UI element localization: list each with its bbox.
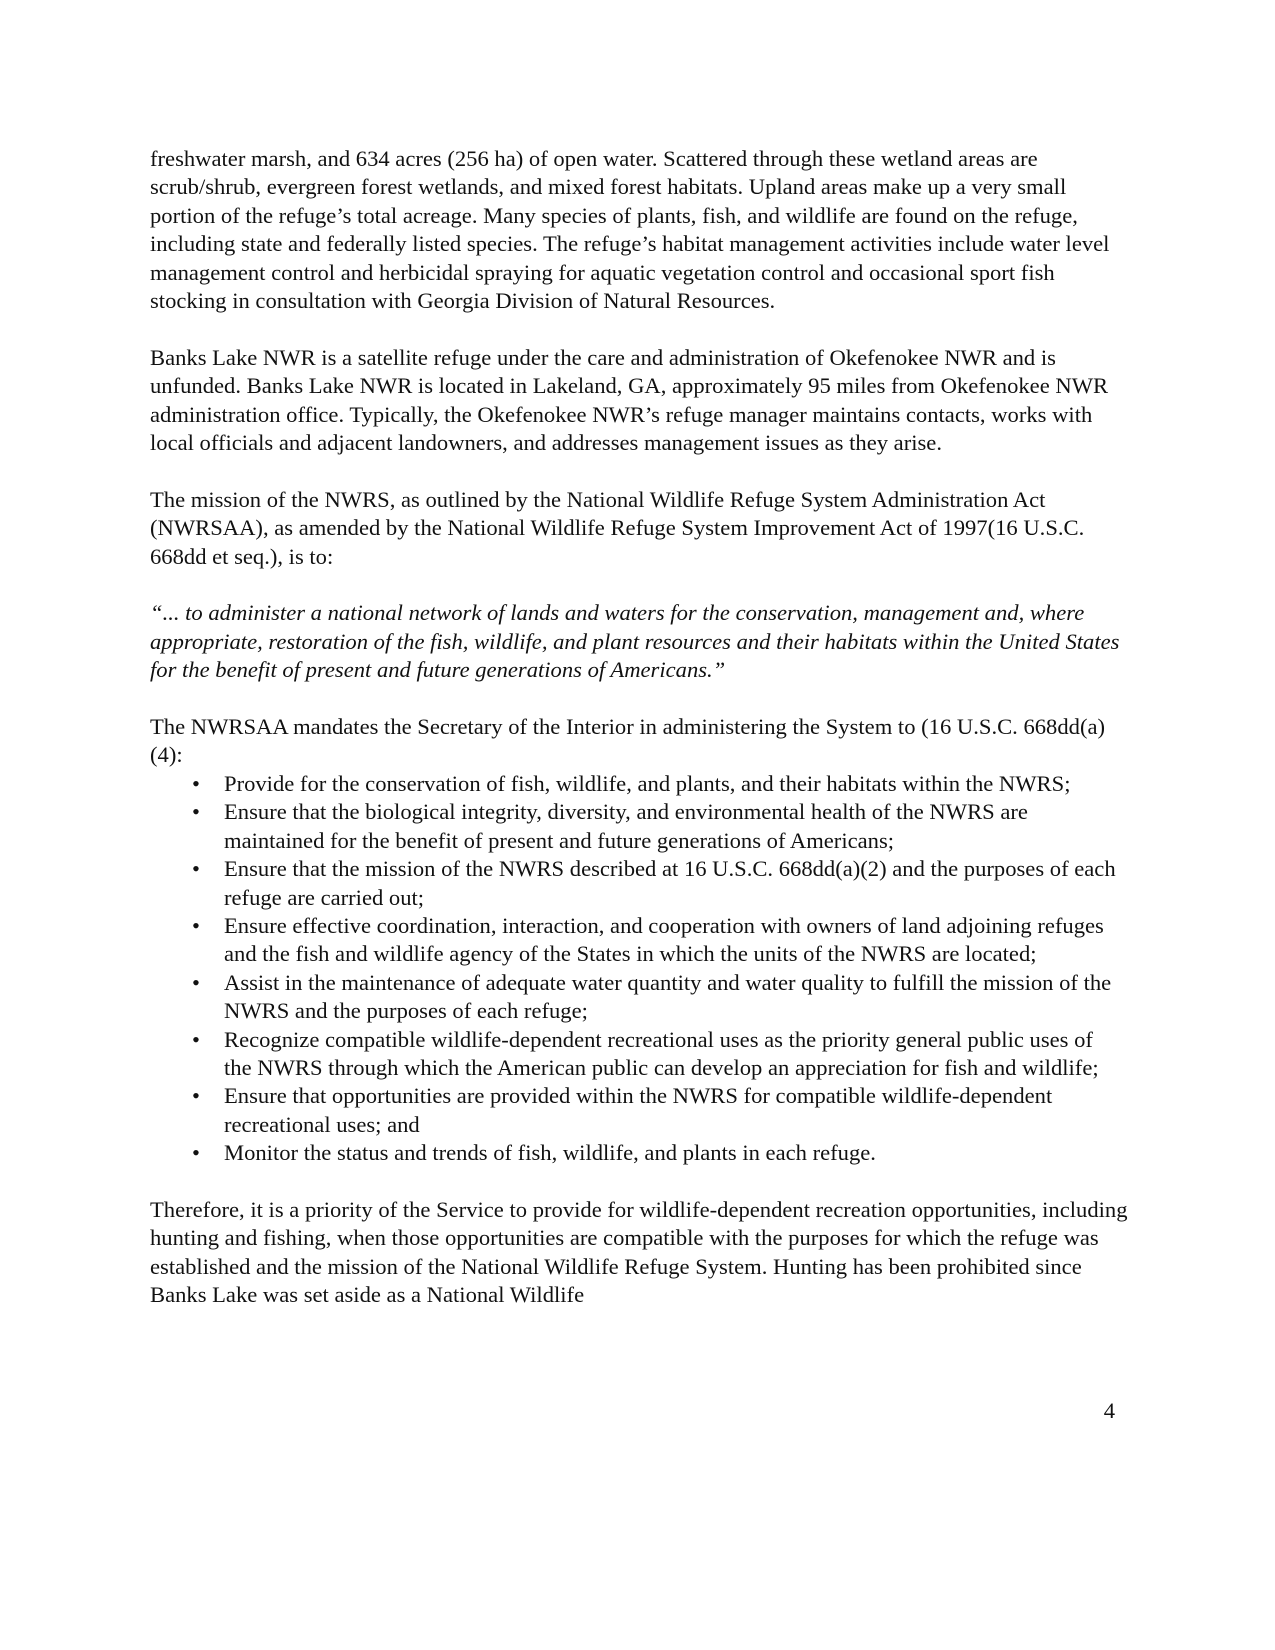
list-item — [150, 855, 1130, 912]
bullet-icon: • — [192, 799, 200, 825]
list-item — [150, 770, 1130, 798]
list-item-text: Ensure that the mission of the NWRS described at 16 U.S.C. 668dd(a)(2) and the purposes of each refuge are carried out; — [224, 856, 1116, 910]
list-item-text: Provide for the conservation of fish, wildlife, and plants, and their habitats within the NWRS; — [224, 770, 1071, 796]
list-item-text: Ensure that the biological integrity, diversity, and environmental health of the NWRS are maintained for the benefit of present and future generations of Americans; — [224, 799, 1028, 853]
bullet-icon: • — [192, 1026, 200, 1052]
list-item — [150, 1026, 1130, 1083]
list-item — [150, 1139, 1130, 1167]
document-page — [150, 145, 1130, 1310]
list-item-text: Recognize compatible wildlife-dependent recreational uses as the priority general public uses of the NWRS through which the American public can develop an appreciation for fish and wildlife; — [224, 1026, 1099, 1080]
list-item — [150, 969, 1130, 1026]
mission-quote: “... to administer a national network of lands and waters for the conservation, management and, where appropriate, restoration of the fish, wildlife, and plant resources and their habitats within the United States for the benefit of present and future generations of Americans.” — [150, 600, 1120, 683]
paragraph-administration: Banks Lake NWR is a satellite refuge under the care and administration of Okefenokee NWR and is unfunded. Banks Lake NWR is located in Lakeland, GA, approximately 95 miles from Okefenokee NWR administration office. Typically, the Okefenokee NWR’s refuge manager maintains contacts, works with local officials and adjacent landowners, and addresses management issues as they arise. — [150, 344, 1109, 456]
bullet-icon: • — [192, 856, 200, 882]
mandates-list — [150, 770, 1130, 1168]
bullet-icon: • — [192, 770, 200, 796]
list-item-text: Monitor the status and trends of fish, wildlife, and plants in each refuge. — [224, 1140, 876, 1166]
mandates-intro: The NWRSAA mandates the Secretary of the Interior in administering the System to (16 U.S.C. 668dd(a)(4): — [150, 714, 1106, 768]
paragraph-mission-intro: The mission of the NWRS, as outlined by the National Wildlife Refuge System Administration Act (NWRSAA), as amended by the National Wildlife Refuge System Improvement Act of 1997(16 U.S.C. 668dd et seq.), is to: — [150, 486, 1085, 569]
list-item-text: Ensure effective coordination, interaction, and cooperation with owners of land adjoining refuges and the fish and wildlife agency of the States in which the units of the NWRS are located; — [224, 912, 1104, 967]
bullet-icon: • — [192, 1140, 200, 1166]
paragraph-habitat: freshwater marsh, and 634 acres (256 ha) of open water. Scattered through these wetland areas are scrub/shrub, evergreen forest wetlands, and mixed forest habitats. Upland areas make up a very small portion of the refuge’s total acreage. Many species of plants, fish, and wildlife are found on the refuge, including state and federally listed species. The refuge’s habitat management activities include water level management control and herbicidal spraying for aquatic vegetation control and occasional sport fish stocking in consultation with Georgia Division of Natural Resources. — [150, 146, 1110, 314]
list-item — [150, 1082, 1130, 1139]
page-number: 4 — [1103, 1398, 1115, 1423]
list-item — [150, 798, 1130, 855]
paragraph-closing: Therefore, it is a priority of the Service to provide for wildlife-dependent recreation opportunities, including hunting and fishing, when those opportunities are compatible with the purposes for which the refuge was established and the mission of the National Wildlife Refuge System. Hunting has been prohibited since Banks Lake was set aside as a National Wildlife — [150, 1196, 1128, 1308]
list-item-text: Assist in the maintenance of adequate water quantity and water quality to fulfill the mission of the NWRS and the purposes of each refuge; — [224, 969, 1112, 1024]
bullet-icon: • — [192, 969, 200, 995]
bullet-icon: • — [192, 912, 200, 938]
list-item-text: Ensure that opportunities are provided within the NWRS for compatible wildlife-dependent recreational uses; and — [224, 1083, 1053, 1137]
list-item — [150, 912, 1130, 969]
bullet-icon: • — [192, 1083, 200, 1109]
